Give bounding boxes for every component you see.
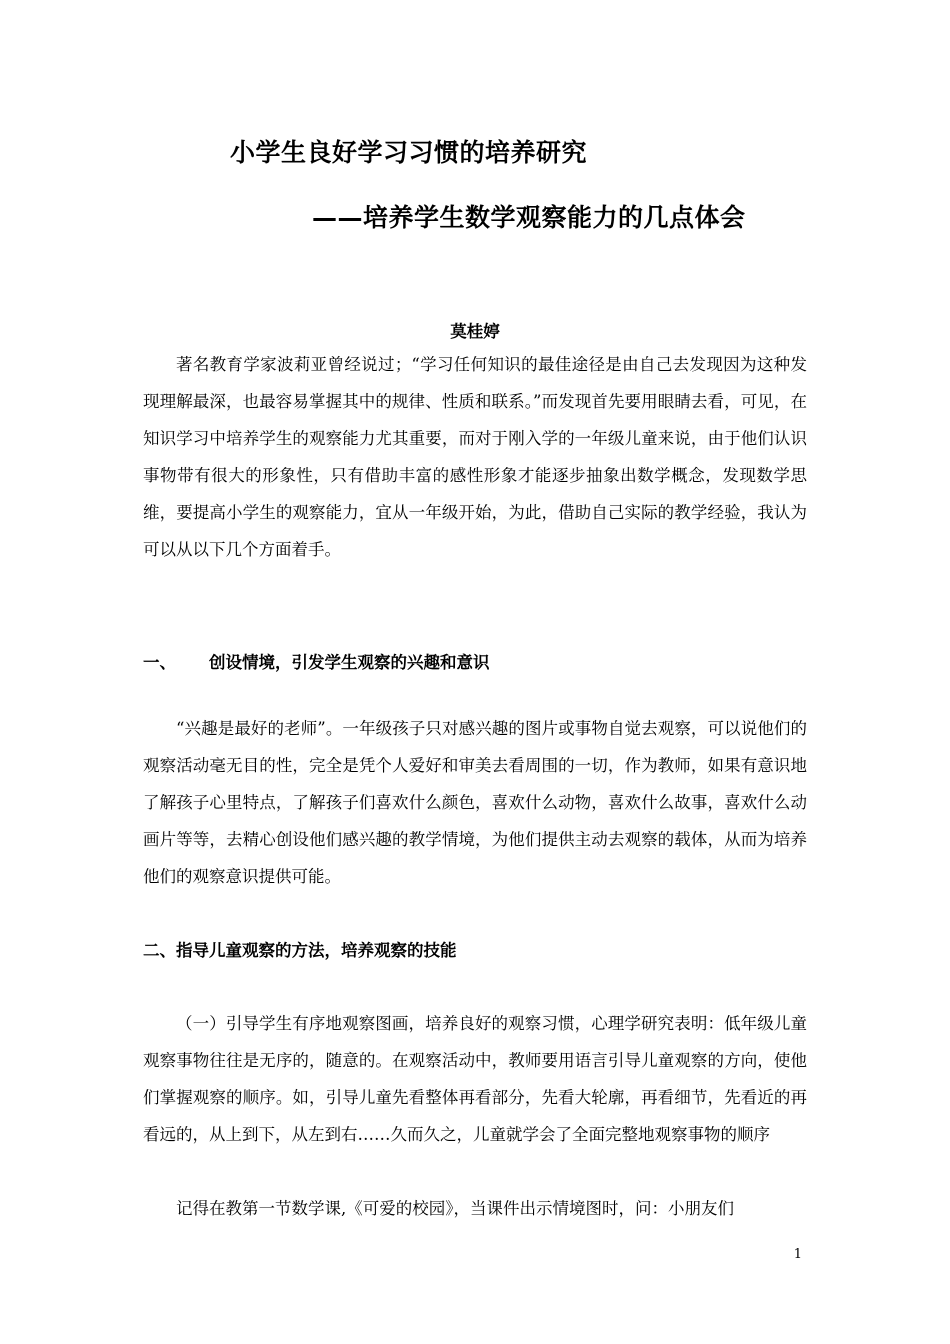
section-1-title: 创设情境，引发学生观察的兴趣和意识	[209, 653, 490, 672]
section-2-paragraph-2: 记得在教第一节数学课,《可爱的校园》，当课件出示情境图时，问：小朋友们	[176, 1199, 734, 1218]
section-1-heading	[143, 649, 490, 673]
section-2-paragraph-1: （一）引导学生有序地观察图画，培养良好的观察习惯，心理学研究表明：低年级儿童观察事物往往是无序的，随意的。在观察活动中，教师要用语言引导儿童观察的方向，使他们掌握观察的顺序。如，引导儿童先看整体再看部分，先看大轮廓，再看细节，先看近的再看远的，从上到下，从左到右……久而久之，儿童就学会了全面完整地观察事物的顺序	[143, 1014, 807, 1144]
document-title: 小学生良好学习习惯的培养研究	[230, 138, 588, 167]
intro-paragraph: 著名教育学家波莉亚曾经说过；“学习任何知识的最佳途径是由自己去发现因为这种发现理解最深，也最容易掌握其中的规律、性质和联系。”而发现首先要用眼睛去看，可见，在知识学习中培养学生的观察能力尤其重要，而对于刚入学的一年级儿童来说，由于他们认识事物带有很大的形象性，只有借助丰富的感性形象才能逐步抽象出数学概念，发现数学思维，要提高小学生的观察能力，宜从一年级开始，为此，借助自己实际的教学经验，我认为可以从以下几个方面着手。	[143, 355, 807, 559]
page-number: 1	[793, 1247, 802, 1262]
section-2-heading: 二、指导儿童观察的方法，培养观察的技能	[143, 941, 457, 960]
author-name: 莫桂婷	[450, 322, 500, 341]
section-1-number: 一、	[143, 653, 176, 672]
section-1-paragraph: “兴趣是最好的老师”。一年级孩子只对感兴趣的图片或事物自觉去观察，可以说他们的观察活动毫无目的性，完全是凭个人爱好和审美去看周围的一切，作为教师，如果有意识地了解孩子心里特点，了解孩子们喜欢什么颜色，喜欢什么动物，喜欢什么故事，喜欢什么动画片等等，去精心创设他们感兴趣的教学情境，为他们提供主动去观察的载体，从而为培养他们的观察意识提供可能。	[143, 719, 807, 886]
document-subtitle: ——培养学生数学观察能力的几点体会	[312, 203, 746, 232]
